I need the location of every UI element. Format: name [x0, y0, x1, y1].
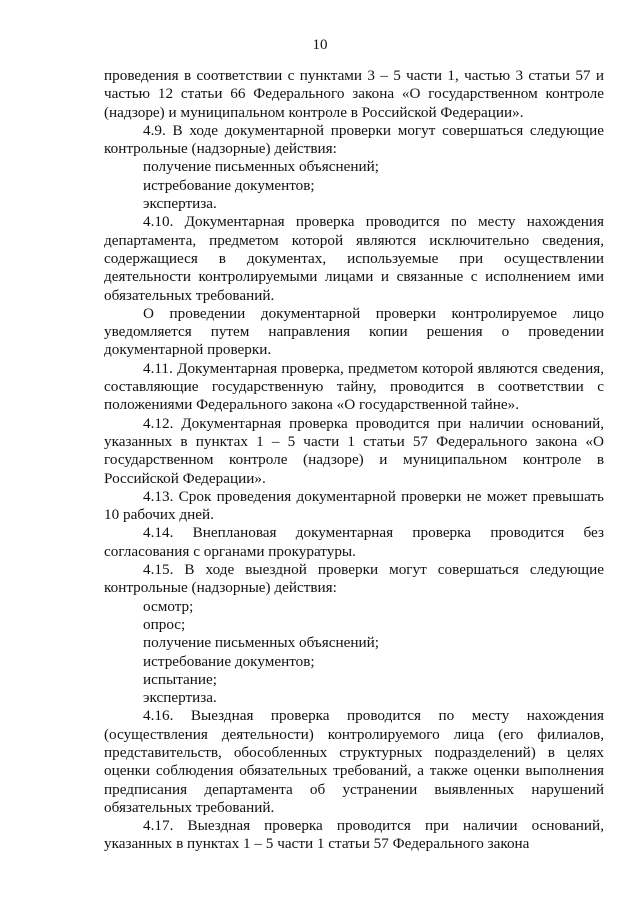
list-item: экспертиза.: [143, 195, 217, 213]
list-item: получение письменных объяснений;: [143, 158, 379, 176]
paragraph: 4.15. В ходе выездной проверки могут совершаться следующие контрольные (надзорные) действия:: [104, 561, 604, 597]
document-body: [104, 67, 604, 854]
paragraph: 4.11. Документарная проверка, предметом которой являются сведения, составляющие государственную тайну, проводится в соответствии с положениями Федерального закона «О государственной тайне».: [104, 359, 604, 414]
paragraph: 4.13. Срок проведения документарной проверки не может превышать 10 рабочих дней.: [104, 487, 604, 524]
list-item: испытание;: [143, 670, 217, 688]
paragraph: 4.10. Документарная проверка проводится по месту нахождения департамента, предметом которой являются исключительно сведения, содержащиеся в документах, используемые при осуществлении деятельности контролируемыми лицами и связанные с исполнением ими обязательных требований.: [104, 213, 604, 304]
list-item: получение письменных объяснений;: [143, 634, 379, 652]
page-number: 10: [312, 37, 328, 53]
paragraph: 4.16. Выездная проверка проводится по месту нахождения (осуществления деятельности) контролируемого лица (его филиалов, представительств, обособленных структурных подразделений) в целях оценки соблюдения обязательных требований, а также оценки выполнения предписания департамента об устранении выявленных нарушений обязательных требований.: [104, 707, 604, 816]
list-item: истребование документов;: [143, 176, 315, 194]
paragraph: 4.17. Выездная проверка проводится при наличии оснований, указанных в пунктах 1 – 5 части 1 статьи 57 Федерального закона: [104, 817, 604, 853]
paragraph: 4.9. В ходе документарной проверки могут совершаться следующие контрольные (надзорные) действия:: [104, 121, 604, 158]
list-item: опрос;: [143, 615, 186, 633]
paragraph: О проведении документарной проверки контролируемое лицо уведомляется путем направления копии решения о проведении документарной проверки.: [104, 304, 604, 359]
paragraph: 4.12. Документарная проверка проводится при наличии оснований, указанных в пунктах 1 – 5 части 1 статьи 57 Федерального закона «О государственном контроле (надзоре) и муниципальном контроле в Российской Федерации».: [104, 414, 604, 487]
list-item: истребование документов;: [143, 652, 315, 670]
paragraph: 4.14. Внеплановая документарная проверка проводится без согласования с органами прокуратуры.: [104, 524, 604, 560]
list-item: экспертиза.: [143, 689, 217, 707]
paragraph: проведения в соответствии с пунктами 3 – 5 части 1, частью 3 статьи 57 и частью 12 статьи 66 Федерального закона «О государственном контроле (надзоре) и муниципальном контроле в Российской Федерации».: [104, 67, 604, 121]
list-item: осмотр;: [143, 597, 194, 615]
